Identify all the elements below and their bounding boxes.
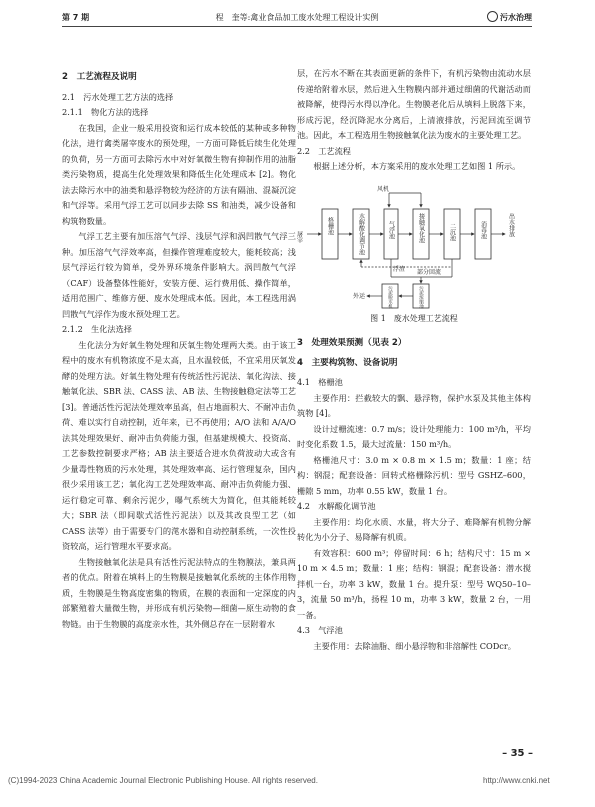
section-4-heading: 4 主要构筑物、设备说明 xyxy=(297,357,398,368)
journal-name-text: 污水治理 xyxy=(500,13,532,22)
paragraph: 气浮工艺主要有加压溶气气浮、浅层气浮和涡凹散气气浮三种。加压溶气气浮效率高，但操作管理难度较大，能耗较高；浅层气浮运行较为简单，受外界环境条件影响大。涡凹散气气浮（CAF）设备整体性能好，安装方便、运行费用低、操作简单，适用范围广、维修方便、废水处理成本低。因此，本工程选用涡凹散气气浮作为废水预处理工艺。 xyxy=(62,231,296,319)
paragraph: 生化法分为好氧生物处理和厌氧生物处理两大类。由于该工程中的废水有机物浓度不是太高，且水温较低，不宜采用厌氧发酵的处理方法。好氧生物处理有传统活性污泥法、氧化沟法、接触氧化法、SBR 法、CASS 法、AB 法、生物接触稳定法等工艺 [3]。普通活性污泥法处理效率虽高，但占地面积大、不耐冲击负荷、难以实行自动控制，近年来，已不再使用；A/O 法和 A/A/O 法其处理效果好、耐冲击负荷能力强，但基建规模大、投资高、工艺参数控制要求严格；AB 法主要适合进水负荷波动大或含有少量毒性物质的污水处理，其处理效率高、运行管理复杂，国内很少采用该工艺；氧化沟工艺处理效率高、耐冲击负荷能力强、运行稳定可靠、剩余污泥少，曝气系统大为简化，但其能耗较大；SBR 法（即间歇式活性污泥法）以及其改良型工艺（如 CASS 法等）由于需要专门的滗水器和自动控制系统，一次性投资较高，运行管理水平要求高。 xyxy=(62,339,296,551)
contact-oxidation-label: 接触氧化池 xyxy=(417,212,425,243)
fan-label: 风机 xyxy=(377,185,390,193)
issue-number: 第 7 期 xyxy=(62,13,90,22)
sludge-thickener-label: 污泥浓缩池 xyxy=(418,285,424,308)
page-number: – 35 – xyxy=(502,748,533,759)
disinfection-tank-label: 消毒池 xyxy=(479,220,487,239)
figure-caption: 图 1 废水处理工艺流程 xyxy=(370,313,458,323)
paragraph: 生物接触氧化法是具有活性污泥法特点的生物膜法，兼具两者的优点。附着在填料上的生物膜是接触氧化系统的主体作用物质，生物膜是生物高度密集的物质，在膜的表面和一定深度的内部繁殖着大量微生物，并形成有机污染物—细菌—原生动物的食物链。由于生物膜的高度亲水性，其外侧总存在一层附着水 xyxy=(62,556,296,629)
section-4-2-heading: 4.2 水解酸化调节池 xyxy=(297,501,376,511)
left-column xyxy=(62,66,296,632)
paragraph: 格栅池尺寸：3.0 m × 0.8 m × 1.5 m；数量：1 座；结构：钢混；配套设备：回转式格栅除污机：型号 GSHZ–600，栅隙 5 mm，功率 0.55 kW，数量 1 台。 xyxy=(297,454,531,496)
paragraph: 主要作用：均化水质、水量，将大分子、难降解有机物分解转化为小分子、易降解有机质。 xyxy=(297,516,531,542)
right-column xyxy=(297,66,531,654)
inflow-label-1: 屠宰 xyxy=(295,230,303,243)
paragraph: 在我国，企业一般采用投资和运行成本较低的某种或多种物化法，进行禽类屠宰废水的预处理，一方面可降低后续生化处理的负荷，另一方面可去除污水中对好氧微生物有抑制作用的油脂类污染物质，提高生化处理效果和降低生化处理成本 [2]。物化法去除污水中的油类和悬浮物较为经济的方法有隔油、混凝沉淀和气浮等。采用气浮工艺可以同步去除 SS 和油类，减少设备和构筑物数量。 xyxy=(62,122,296,226)
process-flow-figure xyxy=(297,179,531,309)
recycle-label: 部分回流 xyxy=(417,268,442,276)
cnki-link[interactable]: http://www.cnki.net xyxy=(483,776,550,785)
running-header xyxy=(62,8,532,27)
section-2-1-heading: 2.1 污水处理工艺方法的选择 xyxy=(62,91,174,102)
paragraph: 主要作用：拦截较大的飘、悬浮物，保护水泵及其他主体构筑物 [4]。 xyxy=(297,392,531,418)
haul-away-label: 外运 xyxy=(353,292,366,300)
paragraph: 有效容积：600 m³；停留时间：6 h；结构尺寸：15 m × 10 m × 4.5 m；数量：1 座；结构：钢混；配套设备：潜水搅拌机一台，功率 3 kW，数量 1 台。提升泵：型号 WQ50–10–3，流量 50 m³/h，扬程 10 m，功率 3 kW，数量 2 台，一用一备。 xyxy=(297,547,531,620)
section-4-1-heading: 4.1 格栅池 xyxy=(297,377,343,387)
flotation-tank-label: 气浮池 xyxy=(387,220,395,239)
paragraph: 根据上述分析，本方案采用的废水处理工艺如图 1 所示。 xyxy=(313,161,521,171)
hydrolysis-tank-label: 水解酸化调节池 xyxy=(357,212,365,255)
section-2-2-heading: 2.2 工艺流程 xyxy=(297,145,351,156)
effluent-label: 出水排放 xyxy=(507,212,515,237)
running-title: 程 奎等:禽业食品加工废水处理工程设计实例 xyxy=(215,13,379,22)
section-2-1-2-heading: 2.1.2 生化法选择 xyxy=(62,324,132,334)
paragraph: 层，在污水不断在其表面更新的条件下，有机污染物由流动水层传递给附着水层，然后进入生物膜内部并通过细菌的代谢活动而被降解，使得污水得以净化。生物膜老化后从填料上脱落下来，形成污泥，经沉降泥水分离后，上清液排放，污泥回流至调节池。因此，本工程选用生物接触氧化法为废水的主要处理工艺。 xyxy=(297,68,531,140)
section-2-1-1-heading: 2.1.1 物化方法的选择 xyxy=(62,107,149,117)
paragraph: 主要作用：去除油脂、细小悬浮物和非溶解性 CODcr。 xyxy=(313,640,516,651)
sludge-dewatering-label: 污泥脱水机 xyxy=(387,285,393,308)
secondary-clarifier-label: 二沉池 xyxy=(448,222,456,241)
grit-chamber-label: 格栅池 xyxy=(326,216,334,235)
journal-logo-icon xyxy=(487,11,498,22)
section-2-heading: 2 工艺流程及说明 xyxy=(62,72,137,82)
scum-label: 浮渣 xyxy=(393,265,406,273)
paragraph: 设计过栅流速：0.7 m/s；设计处理能力：100 m³/h，平均时变化系数 1.5，最大过流量：150 m³/h。 xyxy=(297,423,531,449)
copyright-text: (C)1994-2023 China Academic Journal Electronic Publishing House. All rights reserved. xyxy=(8,776,318,785)
section-3-heading: 3 处理效果预测（见表 2） xyxy=(297,338,407,348)
section-4-3-heading: 4.3 气浮池 xyxy=(297,625,343,635)
journal-name xyxy=(487,11,532,23)
